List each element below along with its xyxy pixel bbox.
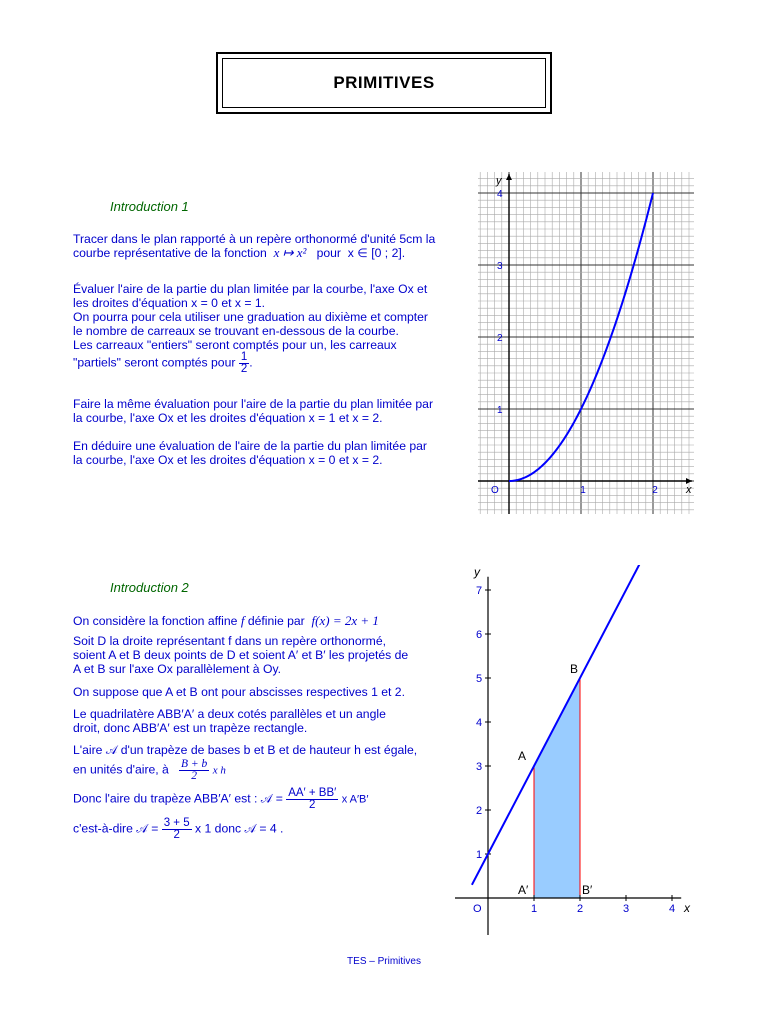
fraction-denominator: 2 — [240, 363, 248, 375]
intro2-line-11 — [73, 818, 441, 841]
intro2-l1-equation: f(x) = 2x + 1 — [311, 613, 379, 628]
y-tick-label: 5 — [476, 673, 483, 685]
y-tick-label: 1 — [476, 849, 483, 861]
fraction-denominator: 2 — [173, 829, 180, 841]
trapezoid-formula-tail: x h — [212, 764, 226, 777]
y-tick-label: 3 — [476, 761, 483, 773]
intro1-paragraph-2: Évaluer l'aire de la partie du plan limitée par la courbe, l'axe Ox et les droites d'équation x = 0 et x = 1. On pourra pour cela utiliser une graduation au dixième et compter le nombre de carreaux se trouvant en-dessous de la courbe. Les carreaux "entiers" seront comptés pour un, les carreaux "partiels" seront comptés pour $\frac{1}{2}$ . — [73, 282, 428, 375]
x-tick-label: 1 — [580, 485, 586, 496]
x-axis-label: x — [684, 901, 690, 915]
page-footer: TES – Primitives — [347, 956, 421, 967]
fraction-denominator: 2 — [309, 799, 316, 811]
y-tick-label: 7 — [476, 585, 483, 597]
intro1-p2a: Évaluer l'aire de la partie du plan limitée par la courbe, l'axe Ox et — [73, 282, 428, 296]
intro2-paragraph-2 — [73, 634, 441, 676]
intro2-l1b: définie par — [247, 614, 305, 628]
intro1-p1-pour: pour — [316, 246, 341, 260]
intro1-heading: Introduction 1 — [110, 199, 189, 214]
intro2-line-9 — [73, 759, 441, 782]
trapezoid-fill — [534, 678, 580, 898]
area-fraction-tail: x A′B′ — [341, 793, 369, 806]
intro1-paragraph-3 — [73, 397, 459, 425]
intro2-l2: Soit D la droite représentant f dans un repère orthonormé, — [73, 634, 386, 648]
intro2-heading: Introduction 2 — [110, 580, 189, 595]
fraction-numerator: 3 + 5 — [163, 817, 190, 829]
fraction-numerator: 1 — [240, 351, 248, 363]
intro2-l9a: en unités d'aire, à — [73, 762, 169, 777]
y-tick-label: 6 — [476, 629, 483, 641]
point-label-Bprime: B′ — [582, 883, 593, 897]
intro1-p1-function: x ↦ x² — [273, 245, 307, 260]
point-label-B: B — [570, 662, 579, 676]
intro1-paragraph-1 — [73, 232, 459, 260]
y-tick-label: 3 — [497, 261, 503, 272]
intro1-p4b: la courbe, l'axe Ox et les droites d'équation x = 0 et x = 2. — [73, 453, 383, 467]
fraction-one-half — [239, 352, 249, 375]
intro1-p1-interval: x ∈ [0 ; 2]. — [347, 246, 406, 260]
intro1-p2f: "partiels" seront comptés pour — [73, 355, 236, 370]
intro2-l1-f: f — [240, 613, 245, 628]
x-tick-label: 1 — [530, 903, 538, 915]
title-box — [216, 52, 552, 114]
intro1-p2b: les droites d'équation x = 0 et x = 1. — [73, 296, 266, 310]
intro2-l1a: On considère la fonction affine — [73, 614, 238, 628]
origin-label: O — [491, 485, 499, 496]
point-label-A: A — [518, 749, 527, 763]
intro2-l3: soient A et B deux points de D et soient A′ et B′ les projetés de — [73, 648, 409, 662]
intro2-paragraph-3 — [73, 707, 441, 735]
intro2-l10a: Donc l'aire du trapèze ABB′A′ est : 𝒜 = — [73, 791, 283, 806]
fraction-numerator: AA′ + BB′ — [288, 787, 337, 799]
intro1-p2c: On pourra pour cela utiliser une graduation au dixième et compter — [73, 310, 428, 324]
intro1-p2d: le nombre de carreaux se trouvant en-dessous de la courbe. — [73, 324, 399, 338]
point-label-Aprime: A′ — [518, 883, 529, 897]
fraction-numerator: B + b — [181, 758, 208, 770]
intro1-p4a: En déduire une évaluation de l'aire de la partie du plan limitée par — [73, 439, 427, 453]
graph-affine-trapezoid — [455, 565, 695, 940]
intro1-p1b: courbe représentative de la fonction — [73, 246, 267, 260]
intro2-l7: droit, donc ABB′A′ est un trapèze rectangle. — [73, 721, 308, 735]
y-axis-arrow — [506, 174, 512, 180]
y-axis-label: y — [474, 565, 480, 579]
y-tick-label: 1 — [497, 405, 503, 416]
y-tick-label: 2 — [497, 333, 503, 344]
intro2-line-5: On suppose que A et B ont pour abscisses respectives 1 et 2. — [73, 685, 405, 699]
area-fraction — [286, 788, 338, 811]
y-tick-label: 4 — [497, 189, 503, 200]
intro1-p3a: Faire la même évaluation pour l'aire de la partie du plan limitée par — [73, 397, 434, 411]
intro2-line-8: L'aire 𝒜 d'un trapèze de bases b et B et de hauteur h est égale, — [73, 743, 418, 757]
graph-parabola — [478, 172, 694, 514]
intro2-line-10 — [73, 788, 441, 811]
title-box-inner — [222, 58, 546, 108]
intro1-p2e: Les carreaux "entiers" seront comptés pour un, les carreaux — [73, 338, 397, 352]
x-tick-label: 2 — [576, 903, 584, 915]
page-title: PRIMITIVES — [333, 73, 435, 92]
area-value-tail: x 1 donc 𝒜 = 4 . — [195, 821, 284, 836]
intro2-line-1 — [73, 614, 441, 628]
fraction-denominator: 2 — [191, 770, 198, 782]
y-tick-label: 2 — [476, 805, 483, 817]
intro2-l11a: c'est-à-dire 𝒜 = — [73, 821, 159, 836]
x-tick-label: 4 — [668, 903, 676, 915]
x-tick-label: 3 — [622, 903, 630, 915]
area-value-fraction — [162, 818, 192, 841]
intro1-paragraph-4 — [73, 439, 459, 467]
intro2-l6: Le quadrilatère ABB′A′ a deux cotés parallèles et un angle — [73, 707, 386, 721]
trapezoid-formula-fraction — [179, 759, 209, 782]
intro1-p1a: Tracer dans le plan rapporté à un repère orthonormé d'unité 5cm la — [73, 232, 436, 246]
x-axis-label: x — [686, 484, 692, 496]
intro1-p3b: la courbe, l'axe Ox et les droites d'équation x = 1 et x = 2. — [73, 411, 383, 425]
origin-label: O — [473, 903, 482, 915]
intro2-l4: A et B sur l'axe Ox parallèlement à Oy. — [73, 662, 282, 676]
y-axis-label: y — [496, 175, 502, 187]
y-tick-label: 4 — [476, 717, 483, 729]
x-tick-label: 2 — [652, 485, 658, 496]
